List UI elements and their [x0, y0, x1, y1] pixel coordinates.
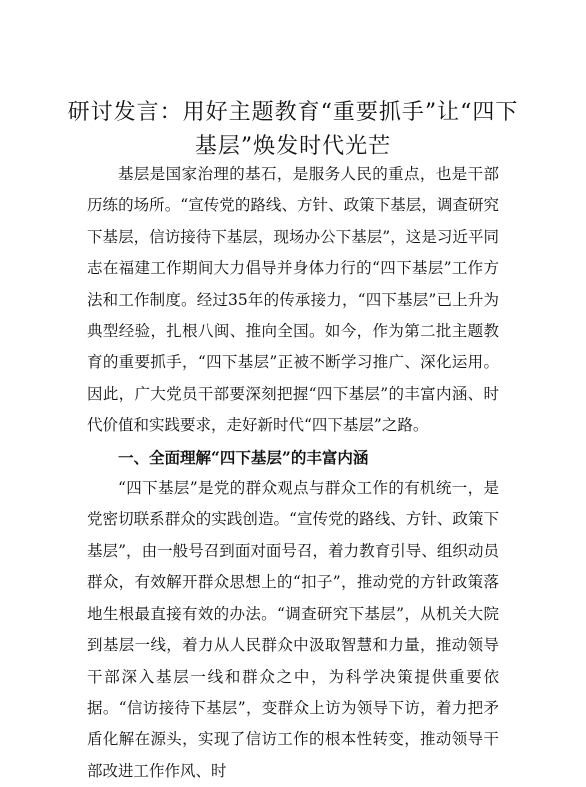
document-title: 研讨发言：用好主题教育“重要抓手”让“四下基层”焕发时代光芒 — [67, 100, 519, 159]
section-paragraph: “四下基层”是党的群众观点与群众工作的有机统一，是党密切联系群众的实践创造。“宣传党的路线、方针、政策下基层”，由一般号召到面对面号召，着力教育引导、组织动员群众，有效解开群众思想上的“扣子”，推动党的方针政策落地生根最直接有效的办法。“调查研究下基层”，从机关大院到基层一线，着力从人民群众中汲取智慧和力量，推动领导干部深入基层一线和群众之中，为科学决策提供重要依据。“信访接待下基层”，变群众上访为领导下访，着力把矛盾化解在源头，实现了信访工作的根本性转变，推动领导干部改进工作作风、时 — [87, 479, 499, 780]
section-heading: 一、全面理解“四下基层”的丰富内涵 — [118, 447, 369, 467]
body-paragraph: 基层是国家治理的基石，是服务人民的重点，也是干部历练的场所。“宣传党的路线、方针、政策下基层，调查研究下基层，信访接待下基层，现场办公下基层”，这是习近平同志在福建工作期间大力倡导并身体力行的“四下基层”工作方法和工作制度。经过35年的传承接力，“四下基层”已上升为典型经验，扎根八闽、推向全国。如今，作为第二批主题教育的重要抓手，“四下基层”正被不断学习推广、深化运用。因此，广大党员干部要深刻把握“四下基层”的丰富内涵、时代价值和实践要求，走好新时代“四下基层”之路。 — [87, 165, 499, 435]
document-body — [87, 159, 499, 787]
